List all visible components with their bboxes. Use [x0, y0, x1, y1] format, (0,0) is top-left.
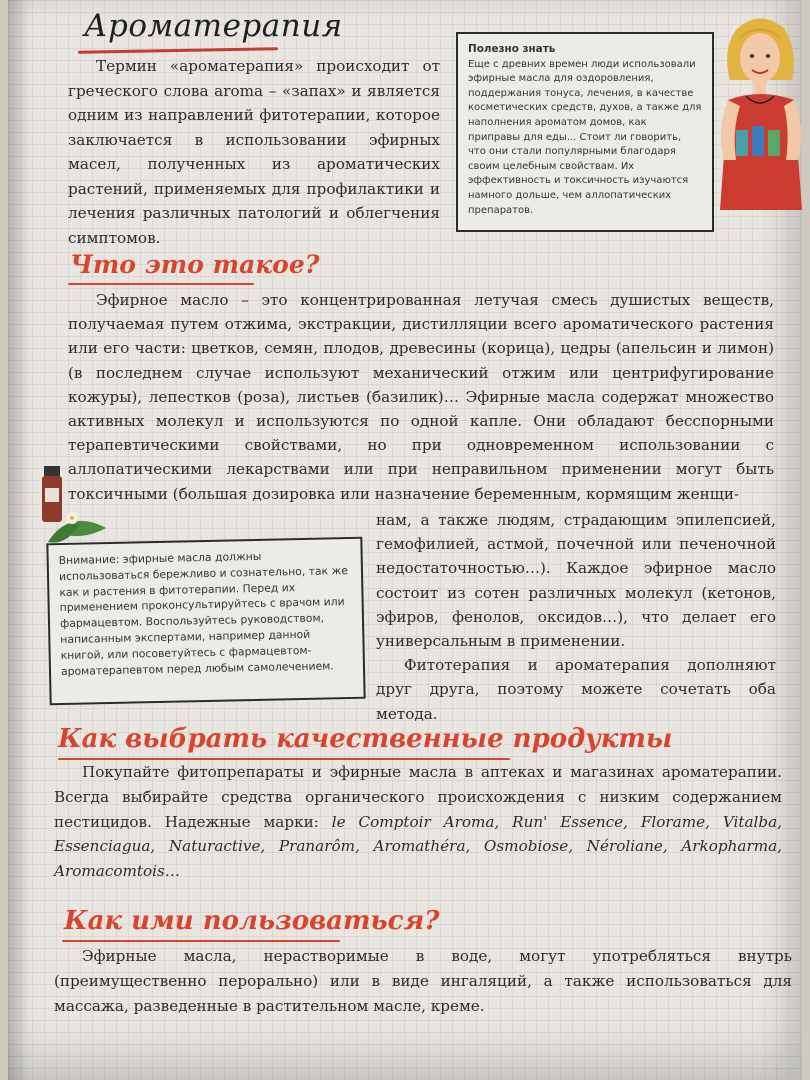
heading-underline: [62, 940, 340, 942]
warning-box: [46, 537, 365, 706]
heading-choose-products: Как выбрать качественные продукты: [58, 724, 673, 754]
combine-methods-paragraph: Фитотерапия и ароматерапия дополняют друг друга, поэтому можете сочетать оба метода.: [376, 656, 776, 723]
book-page: [8, 0, 802, 1080]
page-title: Ароматерапия: [84, 8, 343, 44]
choose-products-main: Покупайте фитопрепараты и эфирные масла в аптеках и магазинах ароматерапии. Всегда выбирайте средства органического происхождения с низким содержанием пестицидов. Надежные марки:: [54, 763, 782, 831]
info-box-title: Полезно знать: [468, 43, 556, 55]
woman-illustration: [706, 10, 810, 220]
brands-list: le Comptoir Aroma, Run' Essence, Florame, Vitalba, Essenciagua, Naturactive, Pranarôm, Aromathéra, Osmobiose, Néroliane, Arkopharma, Aromacomtois…: [54, 812, 783, 881]
warning-text: Внимание: эфирные масла должны использоваться бережливо и сознательно, так же как и растения в фитотерапии. Перед их применением проконсультируйтесь с врачом или фармацевтом. Воспользуйтесь руководством, написанным экспертами, например данной книгой, или посоветуйтесь с фармацевтом-ароматерапевтом перед любым самолечением.: [58, 549, 349, 678]
intro-paragraph: [68, 54, 440, 250]
binding-shadow: [8, 0, 30, 1080]
choose-products-paragraph: [54, 760, 782, 884]
info-box-text: Еще с древних времен люди использовали эфирные масла для оздоровления, поддержания тонуса, лечения, в качестве косметических средств, духов, а также для наполнения ароматом домов, как приправы для еды... Стоит ли говорить, что они стали популярными благодаря своим целебным свойствам. Их эффективность и токсичность изучаются намного дольше, чем аллопатических препаратов.: [468, 58, 702, 216]
heading-what-is-it: Что это такое?: [70, 250, 320, 279]
intro-text: Термин «ароматерапия» происходит от греческого слова aroma – «запах» и является одним из направлений фитотерапии, которое заключается в использовании эфирных масел, полученных из ароматических растений, применяемых для профилактики и лечения различных патологий и облегчения симптомов.: [68, 57, 440, 247]
section-what-is-it-paragraph: Эфирное масло – это концентрированная летучая смесь душистых веществ, получаемая путем отжима, экстракции, дистилляции всего ароматического растения или его части: цветков, семян, плодов, древесины (корица), цедры (апельсин и лимон) (в последнем случае используют механический отжим или центрифугирование кожуры), лепестков (роза), листьев (базилик)… Эфирные масла содержат множество активных молекул и используются по одной капле. Они обладают бесспорными терапевтическими свойствами, но при одновременном использовании с аллопатическими лекарствами или при неправильном применении могут быть токсичными (большая дозировка или назначение беременным, кормящим женщи-: [68, 291, 774, 503]
section-choose-products-text: [54, 760, 782, 884]
section-how-to-use-text: [54, 944, 792, 1018]
how-to-use-paragraph: Эфирные масла, нерастворимые в воде, могут употребляться внутрь (преимущественно перорально) или в виде ингаляций, а также использоваться для массажа, разведенные в растительном масле, креме.: [54, 947, 792, 1015]
section-what-is-it-text: [68, 288, 774, 506]
section-what-is-it-continued: [376, 508, 776, 726]
heading-how-to-use: Как ими пользоваться?: [64, 906, 440, 936]
info-box: [456, 32, 714, 232]
continued-paragraph: нам, а также людям, страдающим эпилепсией, гемофилией, астмой, почечной или печеночной недостаточностью…). Каждое эфирное масло состоит из сотен различных молекул (кетонов, эфиров, фенолов, оксидов…), что делает его универсальным в применении.: [376, 511, 776, 651]
heading-underline: [68, 283, 254, 285]
title-underline: [78, 47, 278, 53]
